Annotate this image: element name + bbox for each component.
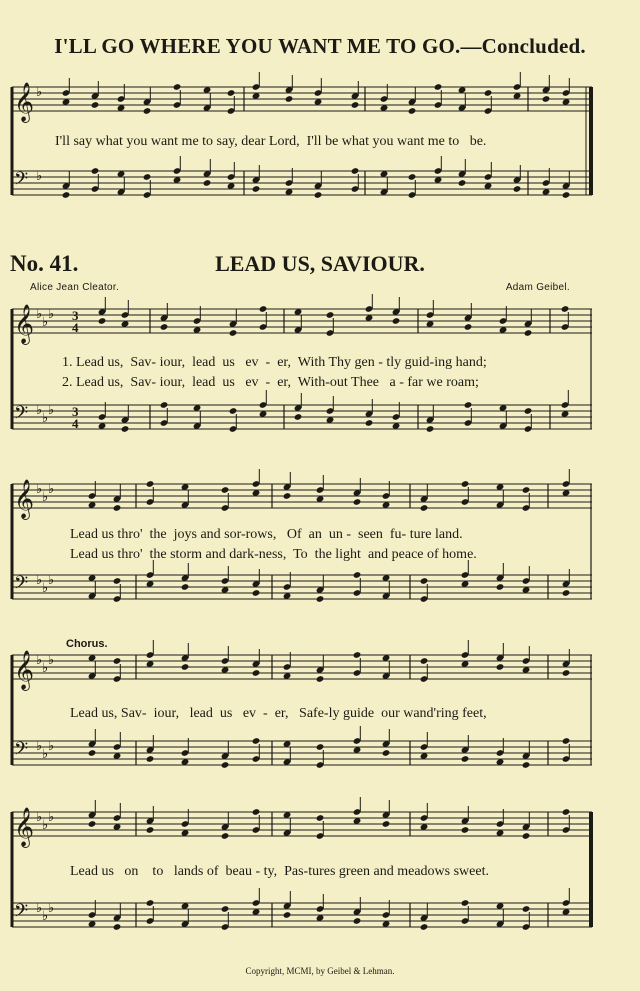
top-treble-note: [434, 83, 443, 91]
top-treble-note: [285, 95, 294, 103]
flat-icon: ♭: [36, 307, 43, 322]
top-treble-note: [173, 83, 182, 91]
flat-icon: ♭: [42, 490, 49, 505]
hymn-title: LEAD US, SAVIOUR.: [215, 251, 425, 276]
hymn-bass-note: [283, 911, 292, 919]
hymn-treble-note: [252, 669, 261, 677]
treble-clef-icon: 𝄞: [14, 479, 35, 519]
treble-clef-icon: 𝄞: [14, 82, 35, 122]
hymn-bass-note: [382, 749, 391, 757]
flat-icon: ♭: [48, 573, 55, 588]
hymn-bass-note: [221, 905, 230, 913]
top-treble-note: [91, 101, 100, 109]
hymn-bass-note: [522, 905, 531, 913]
hymn-bass-note: [524, 407, 533, 415]
hymn-treble-note: [562, 808, 571, 816]
flat-icon: ♭: [36, 653, 43, 668]
chorus-line-1: Lead us, Sav- iour, lead us ev - er, Safe-ly guide our wand'ring feet,: [70, 706, 487, 721]
top-bass-note: [91, 167, 100, 175]
hymn-treble-note: [522, 832, 531, 840]
hymn-treble-note: [181, 663, 190, 671]
hymn-treble-note: [420, 504, 429, 512]
hymn-treble-note: [524, 329, 533, 337]
flat-icon: ♭: [48, 653, 55, 668]
top-treble-note: [351, 101, 360, 109]
hymn-treble-note: [392, 317, 401, 325]
flat-icon: ♭: [48, 810, 55, 825]
top-bass-note: [408, 173, 417, 181]
hymn-bass-note: [426, 425, 435, 433]
hymn-treble-note: [353, 498, 362, 506]
hymn-bass-note: [496, 583, 505, 591]
hymn-treble-note: [221, 486, 230, 494]
top-bass-note: [62, 191, 71, 199]
header-lyric-line: I'll say what you want me to say, dear Lord, I'll be what you want me to be.: [55, 134, 487, 149]
top-bass-note: [458, 179, 467, 187]
hymn-treble-note: [229, 329, 238, 337]
hymn-bass-note: [221, 761, 230, 769]
hymn-bass-note: [88, 749, 97, 757]
hymn-treble-note: [562, 669, 571, 677]
hymn-treble-note: [146, 826, 155, 834]
hymn-bass-note: [316, 595, 325, 603]
hymn-bass-note: [252, 589, 261, 597]
hymn-bass-note: [121, 425, 130, 433]
top-bass-note: [203, 179, 212, 187]
hymn-treble-note: [316, 675, 325, 683]
bass-clef-icon: 𝄢: [14, 901, 29, 926]
top-treble-note: [227, 89, 236, 97]
verse-2-line-1: 2. Lead us, Sav- iour, lead us ev - er, With-out Thee a - far we roam;: [62, 375, 479, 390]
hymn-bass-note: [562, 589, 571, 597]
hymn-treble-note: [464, 323, 473, 331]
hymn-bass-note: [420, 923, 429, 931]
treble-clef-icon: 𝄞: [14, 807, 35, 847]
treble-clef-icon: 𝄞: [14, 304, 35, 344]
flat-icon: ♭: [36, 901, 43, 916]
chorus-line-2: Lead us on to lands of beau - ty, Pas-tures green and meadows sweet.: [70, 864, 489, 879]
top-treble-note: [542, 95, 551, 103]
hymn-bass-note: [365, 419, 374, 427]
hymn-bass-note: [461, 899, 470, 907]
lyricist-credit: Alice Jean Cleator.: [30, 282, 120, 293]
hymn-treble-note: [259, 305, 268, 313]
hymn-bass-note: [181, 583, 190, 591]
treble-clef-icon: 𝄞: [14, 650, 35, 690]
hymn-treble-note: [252, 808, 261, 816]
hymn-treble-note: [316, 814, 325, 822]
top-bass-note: [314, 191, 323, 199]
hymn-bass-note: [229, 407, 238, 415]
top-treble-note: [143, 107, 152, 115]
hymn-bass-note: [160, 401, 169, 409]
verse-1-line-1: 1. Lead us, Sav- iour, lead us ev - er, With Thy gen - tly guid-ing hand;: [62, 355, 487, 370]
verse-1-line-2: Lead us thro' the joys and sor-rows, Of an un - seen fu- ture land.: [70, 527, 463, 542]
hymn-treble-note: [382, 820, 391, 828]
time-signature-numerator: 3: [72, 404, 79, 419]
chorus-label: Chorus.: [66, 638, 108, 650]
hymn-number: No. 41.: [10, 251, 79, 276]
top-bass-note: [143, 173, 152, 181]
hymn-bass-note: [146, 755, 155, 763]
hymn-bass-note: [353, 571, 362, 579]
flat-icon: ♭: [36, 169, 43, 184]
bass-clef-icon: 𝄢: [14, 739, 29, 764]
top-treble-note: [484, 89, 493, 97]
top-bass-note: [513, 185, 522, 193]
hymn-treble-note: [160, 323, 169, 331]
top-bass-note: [562, 191, 571, 199]
hymn-treble-note: [146, 480, 155, 488]
hymn-treble-note: [420, 657, 429, 665]
hymn-bass-note: [294, 413, 303, 421]
hymn-treble-note: [221, 832, 230, 840]
hymn-treble-note: [353, 651, 362, 659]
hymn-bass-note: [146, 899, 155, 907]
hymn-bass-note: [316, 743, 325, 751]
bass-clef-icon: 𝄢: [14, 573, 29, 598]
hymn-bass-note: [562, 737, 571, 745]
flat-icon: ♭: [48, 403, 55, 418]
top-bass-note: [351, 167, 360, 175]
hymn-treble-note: [496, 663, 505, 671]
hymn-bass-note: [113, 923, 122, 931]
hymn-treble-note: [461, 826, 470, 834]
hymn-bass-note: [461, 755, 470, 763]
hymn-bass-note: [252, 737, 261, 745]
flat-icon: ♭: [36, 482, 43, 497]
bass-clef-icon: 𝄢: [14, 403, 29, 428]
bass-clef-icon: 𝄢: [14, 169, 29, 194]
flat-icon: ♭: [36, 573, 43, 588]
time-signature-denominator: 4: [72, 320, 79, 335]
flat-icon: ♭: [36, 739, 43, 754]
flat-icon: ♭: [42, 909, 49, 924]
time-signature-numerator: 3: [72, 308, 79, 323]
hymn-bass-note: [522, 761, 531, 769]
flat-icon: ♭: [36, 403, 43, 418]
copyright-notice: Copyright, MCMI, by Geibel & Lehman.: [245, 966, 395, 976]
flat-icon: ♭: [48, 482, 55, 497]
hymn-treble-note: [98, 317, 107, 325]
page-title: I'LL GO WHERE YOU WANT ME TO GO.—Concluded.: [54, 34, 586, 58]
hymn-bass-note: [464, 401, 473, 409]
flat-icon: ♭: [48, 901, 55, 916]
flat-icon: ♭: [48, 739, 55, 754]
top-bass-note: [252, 185, 261, 193]
flat-icon: ♭: [42, 661, 49, 676]
hymn-treble-note: [461, 480, 470, 488]
flat-icon: ♭: [42, 315, 49, 330]
time-signature-denominator: 4: [72, 416, 79, 431]
hymn-bass-note: [420, 577, 429, 585]
hymn-treble-note: [113, 657, 122, 665]
hymn-treble-note: [113, 504, 122, 512]
flat-icon: ♭: [42, 411, 49, 426]
flat-icon: ♭: [42, 581, 49, 596]
hymn-treble-note: [326, 311, 335, 319]
hymn-bass-note: [353, 917, 362, 925]
flat-icon: ♭: [36, 810, 43, 825]
composer-credit: Adam Geibel.: [505, 282, 570, 293]
hymn-bass-note: [113, 577, 122, 585]
verse-2-line-2: Lead us thro' the storm and dark-ness, To the light and peace of home.: [70, 547, 477, 562]
hymn-treble-note: [561, 305, 570, 313]
flat-icon: ♭: [48, 307, 55, 322]
hymn-treble-note: [522, 486, 531, 494]
hymn-treble-note: [283, 492, 292, 500]
flat-icon: ♭: [36, 85, 43, 100]
hymn-treble-note: [88, 820, 97, 828]
flat-icon: ♭: [42, 747, 49, 762]
top-treble-note: [408, 107, 417, 115]
flat-icon: ♭: [42, 818, 49, 833]
